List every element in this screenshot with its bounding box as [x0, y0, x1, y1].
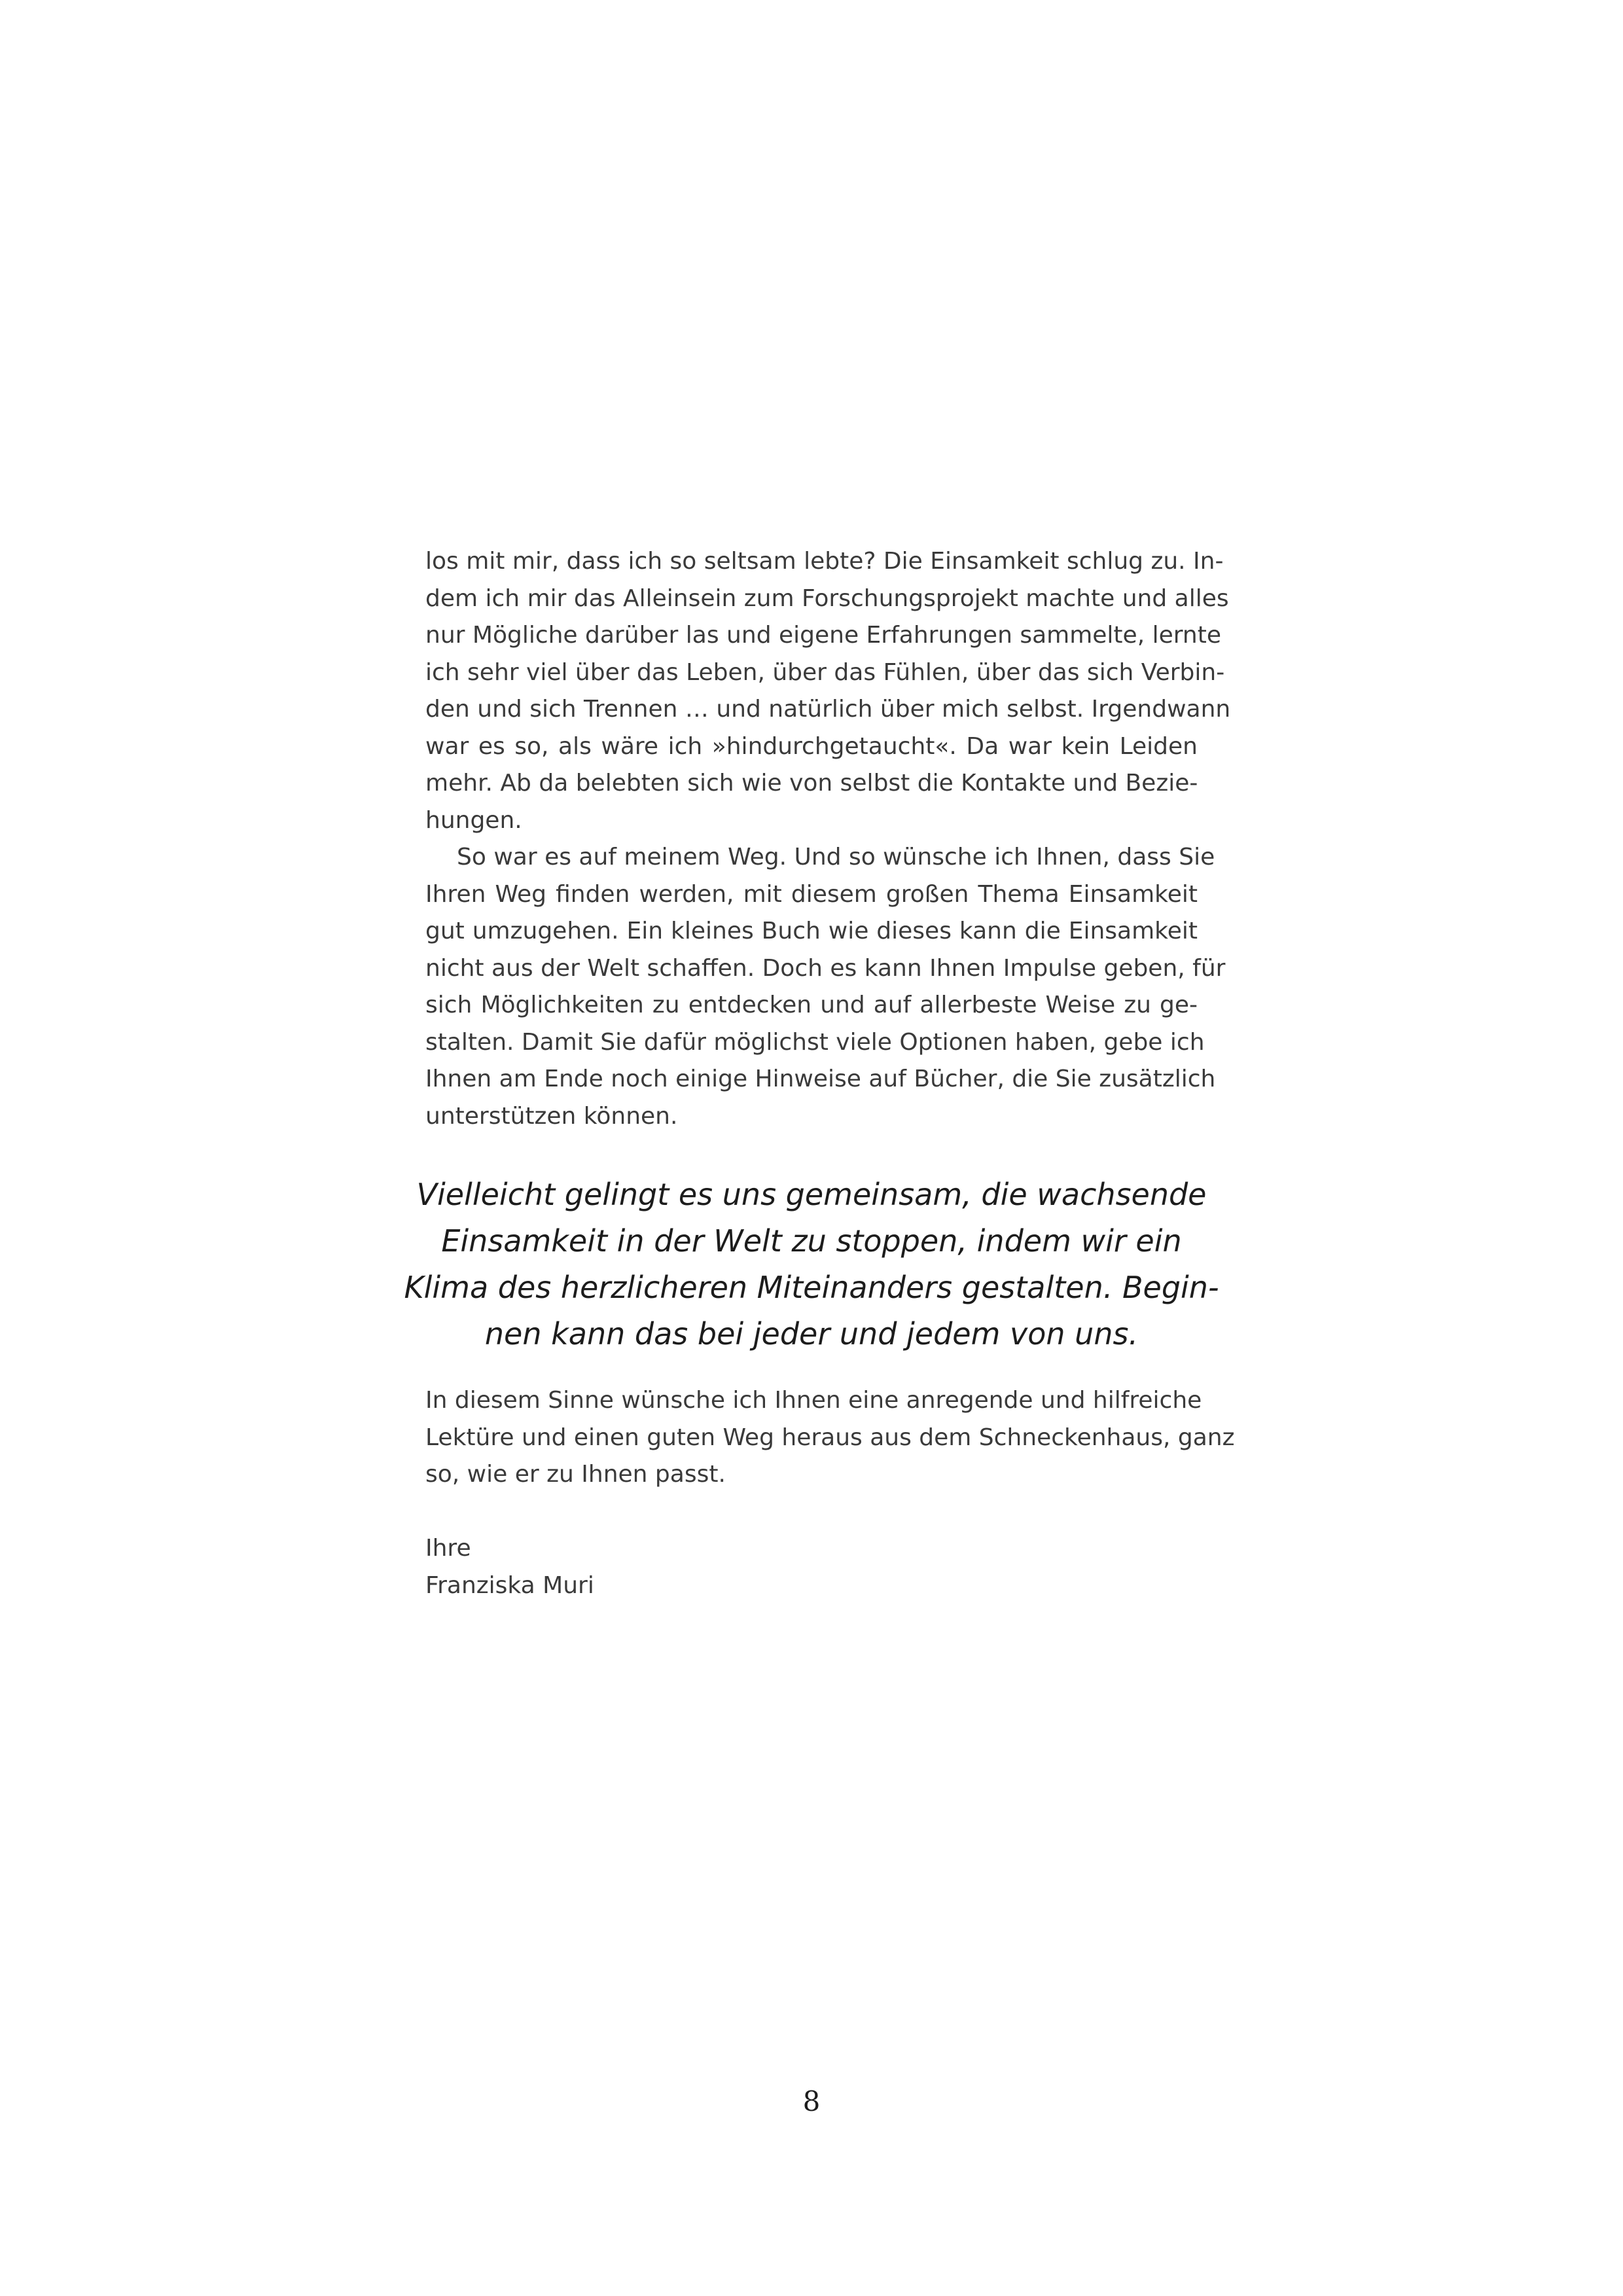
text-line: In diesem Sinne wünsche ich Ihnen eine anregende und hilfreiche — [425, 1387, 1202, 1414]
text-line: So war es auf meinem Weg. Und so wünsche ich Ihnen, dass Sie — [457, 844, 1215, 870]
text-line: nur Mögliche darüber las und eigene Erfahrungen sammelte, lernte — [425, 622, 1221, 649]
text-line: dem ich mir das Alleinsein zum Forschungsprojekt machte und alles — [425, 584, 1229, 612]
quote-line: Vielleicht gelingt es uns gemeinsam, die wachsende — [416, 1177, 1207, 1212]
pull-quote — [393, 1172, 1230, 1357]
text-line: hungen. — [425, 806, 522, 834]
paragraph-1 — [425, 543, 1231, 839]
text-line: Lektüre und einen guten Weg heraus aus dem Schneckenhaus, ganz — [425, 1424, 1235, 1451]
author-name: Franziska Muri — [425, 1571, 594, 1599]
text-line: unterstützen können. — [425, 1102, 678, 1130]
body-text-block — [425, 543, 1231, 1135]
quote-line: nen kann das bei jeder und jedem von uns. — [484, 1316, 1139, 1352]
text-line: ich sehr viel über das Leben, über das Fühlen, über das sich Verbin- — [425, 658, 1225, 686]
text-line: nicht aus der Welt schaffen. Doch es kann Ihnen Impulse geben, für — [425, 954, 1226, 982]
text-line: stalten. Damit Sie dafür möglichst viele Optionen haben, gebe ich — [425, 1028, 1205, 1056]
text-line: gut umzugehen. Ein kleines Buch wie dieses kann die Einsamkeit — [425, 918, 1198, 944]
text-line: so, wie er zu Ihnen passt. — [425, 1461, 726, 1488]
text-line: sich Möglichkeiten zu entdecken und auf allerbeste Weise zu ge- — [425, 992, 1198, 1018]
paragraph-2 — [425, 839, 1226, 1135]
paragraph-3 — [425, 1382, 1235, 1494]
quote-line: Klima des herzlicheren Miteinanders gestalten. Begin- — [404, 1270, 1219, 1305]
text-line: Ihnen am Ende noch einige Hinweise auf Bücher, die Sie zusätzlich — [425, 1066, 1216, 1092]
text-line: war es so, als wäre ich »hindurchgetaucht«. Da war kein Leiden — [425, 732, 1198, 760]
closing-salutation: Ihre — [425, 1535, 471, 1562]
text-line: den und sich Trennen … und natürlich über mich selbst. Irgendwann — [425, 696, 1231, 723]
closing-signature — [425, 1530, 1198, 1604]
text-line: mehr. Ab da belebten sich wie von selbst die Kontakte und Bezie- — [425, 770, 1198, 797]
quote-line: Einsamkeit in der Welt zu stoppen, indem wir ein — [441, 1223, 1182, 1259]
text-line: Ihren Weg finden werden, mit diesem großen Thema Einsamkeit — [425, 880, 1198, 908]
page-number: 8 — [802, 2085, 821, 2117]
text-line: los mit mir, dass ich so seltsam lebte? Die Einsamkeit schlug zu. In- — [425, 548, 1224, 575]
